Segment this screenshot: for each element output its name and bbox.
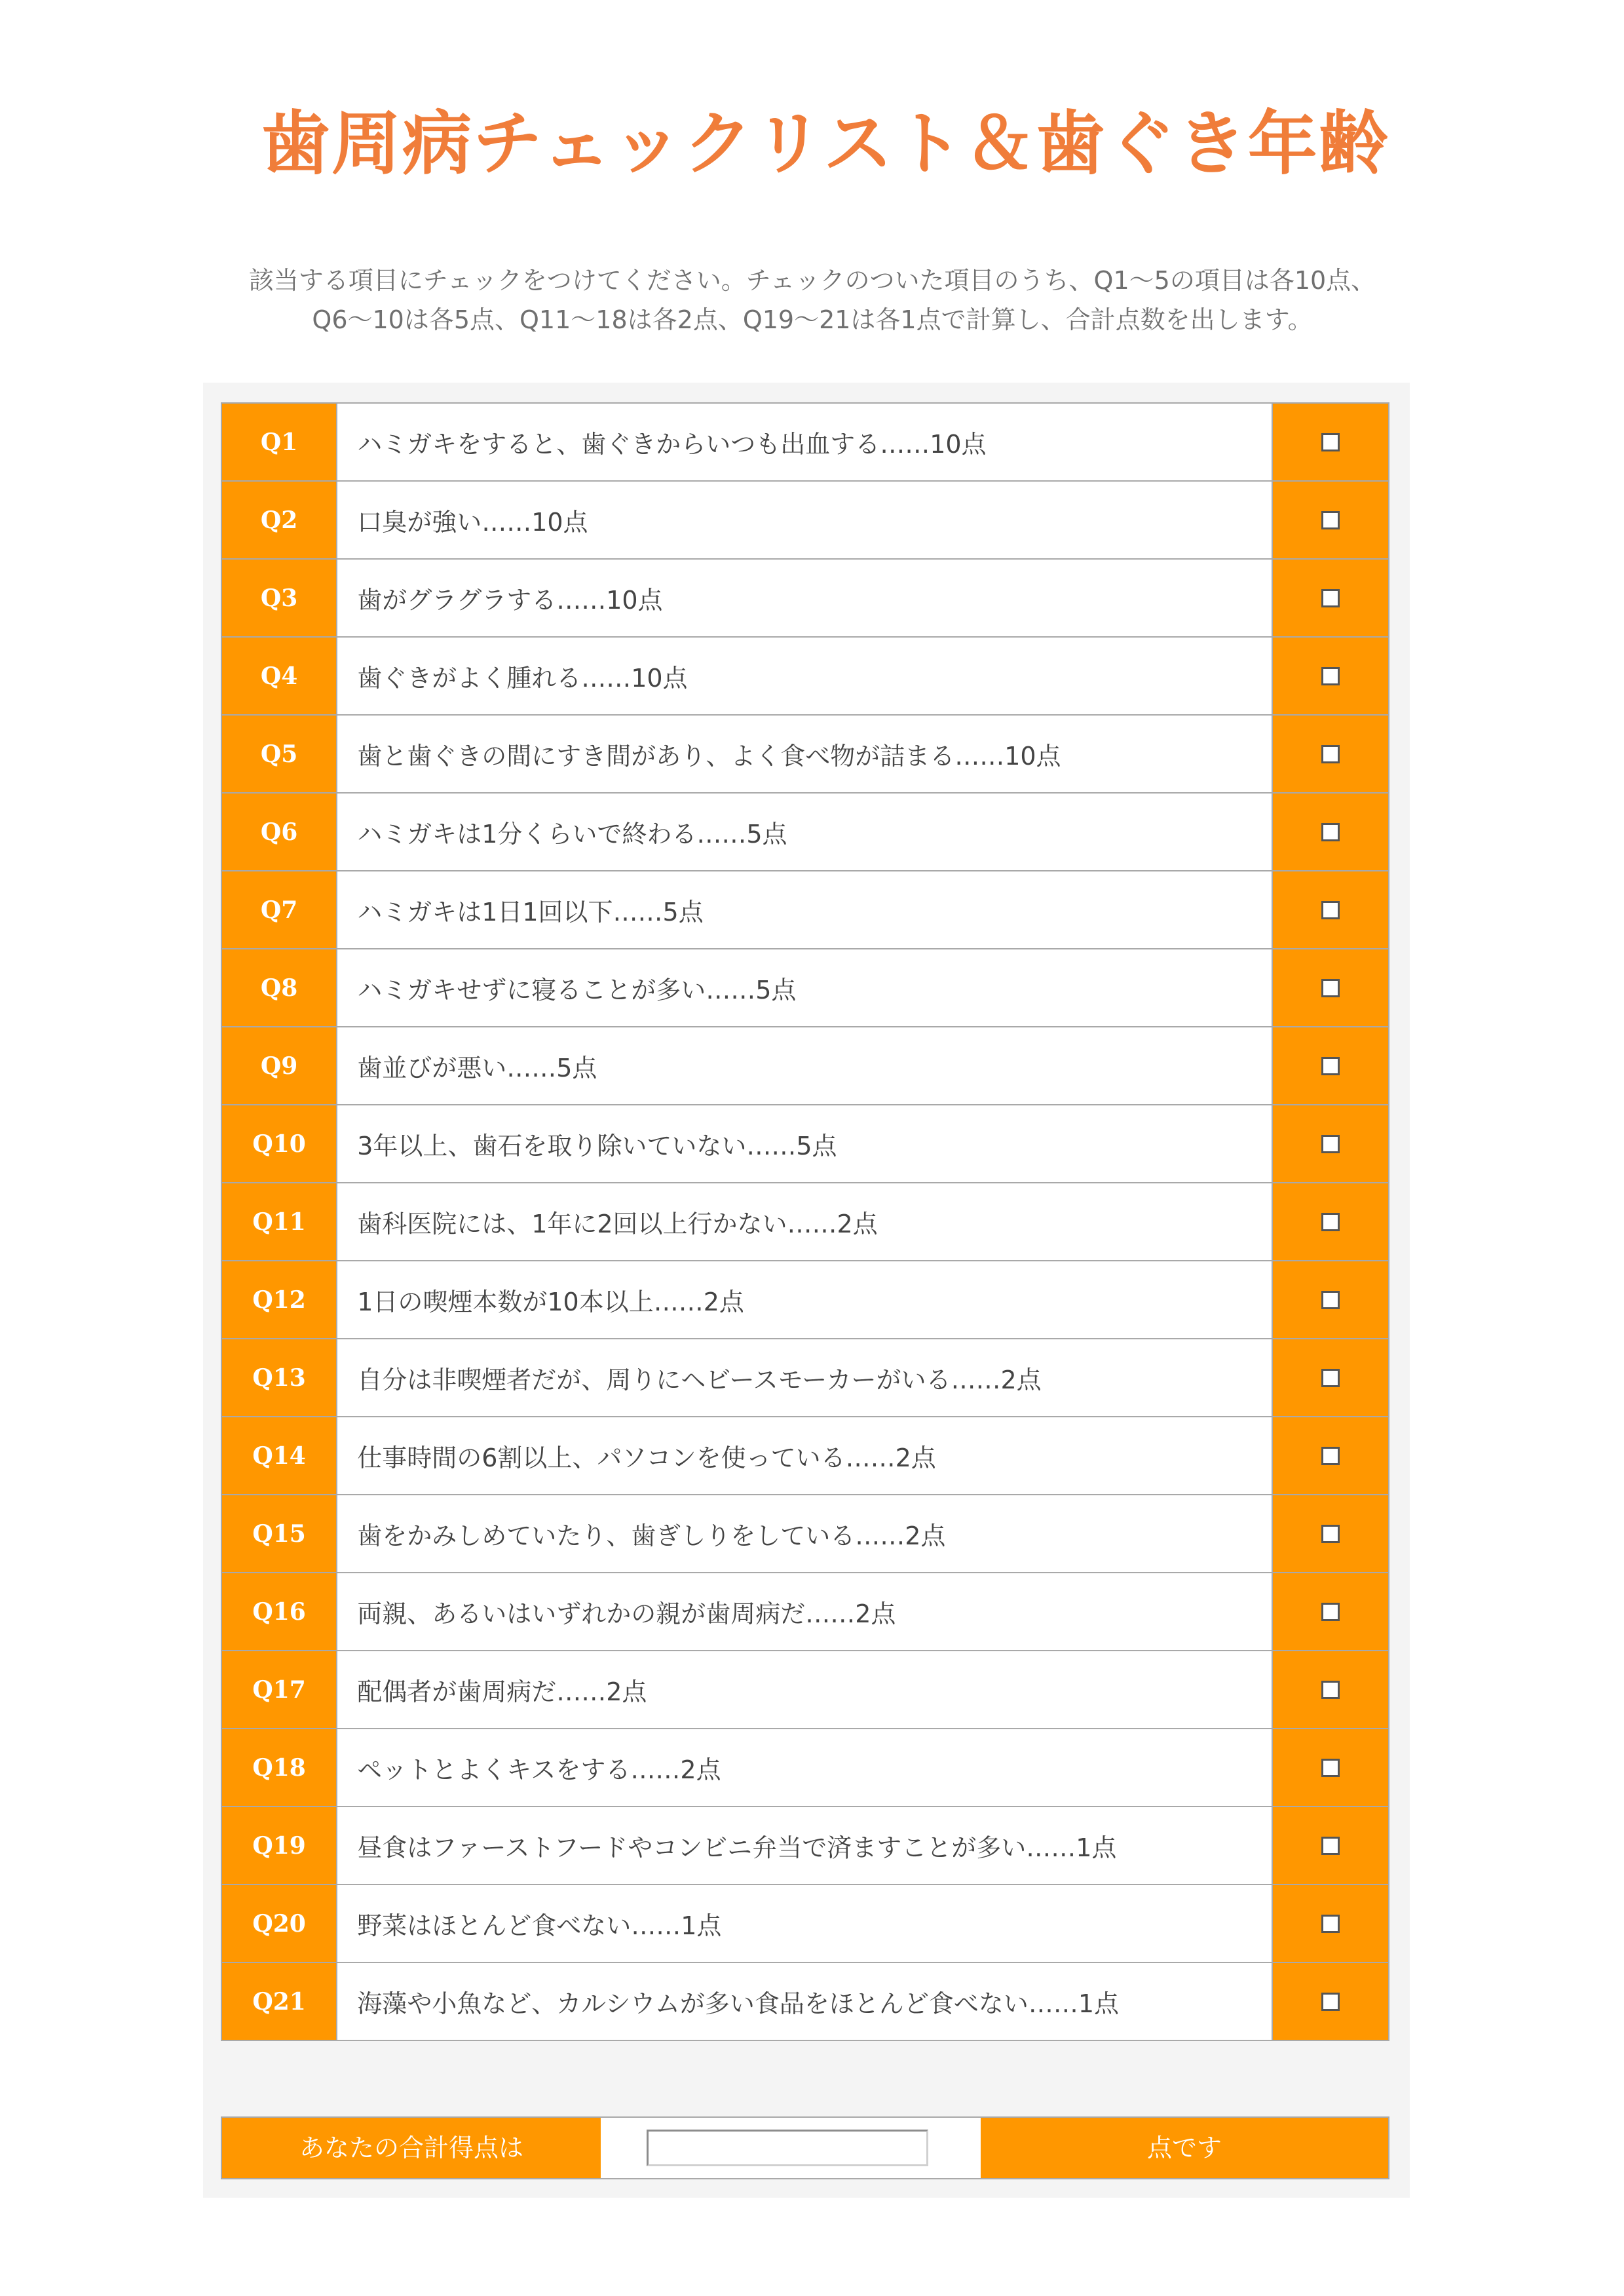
question-text: 歯科医院には、1年に2回以上行かない……2点 xyxy=(337,1183,1272,1261)
question-checkbox-cell xyxy=(1272,481,1389,559)
question-text: 自分は非喫煙者だが、周りにヘビースモーカーがいる……2点 xyxy=(337,1339,1272,1417)
question-checkbox[interactable] xyxy=(1321,901,1340,919)
question-text: ハミガキは1日1回以下……5点 xyxy=(337,871,1272,949)
question-checkbox[interactable] xyxy=(1321,1759,1340,1777)
question-row xyxy=(221,481,1389,559)
question-row xyxy=(221,793,1389,871)
question-checkbox-cell xyxy=(1272,949,1389,1027)
question-checkbox[interactable] xyxy=(1321,1603,1340,1621)
question-text: 口臭が強い……10点 xyxy=(337,481,1272,559)
question-checkbox[interactable] xyxy=(1321,823,1340,841)
question-number: Q5 xyxy=(221,715,337,793)
question-checkbox-cell xyxy=(1272,1729,1389,1807)
question-checkbox[interactable] xyxy=(1321,1993,1340,2011)
question-checkbox-cell xyxy=(1272,1807,1389,1885)
question-checkbox[interactable] xyxy=(1321,1525,1340,1543)
question-text: ハミガキは1分くらいで終わる……5点 xyxy=(337,793,1272,871)
question-checkbox[interactable] xyxy=(1321,1135,1340,1153)
checklist-table xyxy=(221,402,1389,2041)
question-checkbox-cell xyxy=(1272,1339,1389,1417)
question-text: ペットとよくキスをする……2点 xyxy=(337,1729,1272,1807)
question-text: 仕事時間の6割以上、パソコンを使っている……2点 xyxy=(337,1417,1272,1495)
question-row xyxy=(221,715,1389,793)
total-score-suffix: 点です xyxy=(981,2118,1388,2178)
question-checkbox[interactable] xyxy=(1321,1369,1340,1387)
question-text: 野菜はほとんど食べない……1点 xyxy=(337,1885,1272,1962)
question-text: ハミガキをすると、歯ぐきからいつも出血する……10点 xyxy=(337,403,1272,481)
question-number: Q21 xyxy=(221,1962,337,2040)
question-text: 3年以上、歯石を取り除いていない……5点 xyxy=(337,1105,1272,1183)
question-checkbox[interactable] xyxy=(1321,589,1340,607)
instructions xyxy=(197,261,1428,339)
question-checkbox-cell xyxy=(1272,1885,1389,1962)
question-row xyxy=(221,1962,1389,2040)
question-checkbox-cell xyxy=(1272,871,1389,949)
question-number: Q15 xyxy=(221,1495,337,1573)
question-checkbox-cell xyxy=(1272,793,1389,871)
question-number: Q20 xyxy=(221,1885,337,1962)
question-number: Q7 xyxy=(221,871,337,949)
question-number: Q1 xyxy=(221,403,337,481)
question-number: Q9 xyxy=(221,1027,337,1105)
question-checkbox-cell xyxy=(1272,1495,1389,1573)
question-text: ハミガキせずに寝ることが多い……5点 xyxy=(337,949,1272,1027)
question-checkbox-cell xyxy=(1272,1105,1389,1183)
question-row xyxy=(221,403,1389,481)
question-row xyxy=(221,1105,1389,1183)
question-row xyxy=(221,559,1389,637)
question-number: Q6 xyxy=(221,793,337,871)
question-checkbox[interactable] xyxy=(1321,979,1340,997)
question-text: 海藻や小魚など、カルシウムが多い食品をほとんど食べない……1点 xyxy=(337,1962,1272,2040)
question-text: 歯と歯ぐきの間にすき間があり、よく食べ物が詰まる……10点 xyxy=(337,715,1272,793)
total-score-input[interactable] xyxy=(647,2130,928,2166)
question-row xyxy=(221,949,1389,1027)
question-checkbox-cell xyxy=(1272,1027,1389,1105)
question-checkbox[interactable] xyxy=(1321,1213,1340,1231)
question-number: Q18 xyxy=(221,1729,337,1807)
question-checkbox-cell xyxy=(1272,559,1389,637)
question-row xyxy=(221,871,1389,949)
question-row xyxy=(221,1183,1389,1261)
question-checkbox-cell xyxy=(1272,637,1389,715)
question-number: Q17 xyxy=(221,1651,337,1729)
question-number: Q11 xyxy=(221,1183,337,1261)
question-number: Q12 xyxy=(221,1261,337,1339)
question-checkbox[interactable] xyxy=(1321,1291,1340,1309)
question-checkbox[interactable] xyxy=(1321,1915,1340,1933)
question-text: 昼食はファーストフードやコンビニ弁当で済ますことが多い……1点 xyxy=(337,1807,1272,1885)
question-checkbox[interactable] xyxy=(1321,511,1340,529)
question-number: Q4 xyxy=(221,637,337,715)
question-row xyxy=(221,1261,1389,1339)
question-checkbox-cell xyxy=(1272,403,1389,481)
question-number: Q3 xyxy=(221,559,337,637)
question-row xyxy=(221,1027,1389,1105)
question-row xyxy=(221,1417,1389,1495)
question-number: Q16 xyxy=(221,1573,337,1651)
question-checkbox[interactable] xyxy=(1321,433,1340,451)
question-number: Q10 xyxy=(221,1105,337,1183)
question-text: 歯がグラグラする……10点 xyxy=(337,559,1272,637)
question-row xyxy=(221,1729,1389,1807)
question-checkbox[interactable] xyxy=(1321,1447,1340,1465)
question-checkbox[interactable] xyxy=(1321,1057,1340,1075)
question-text: 歯並びが悪い……5点 xyxy=(337,1027,1272,1105)
question-row xyxy=(221,1885,1389,1962)
question-row xyxy=(221,1573,1389,1651)
question-checkbox[interactable] xyxy=(1321,1681,1340,1699)
question-row xyxy=(221,1807,1389,1885)
question-row xyxy=(221,637,1389,715)
instructions-line-1: 該当する項目にチェックをつけてください。チェックのついた項目のうち、Q1〜5の項目は各10点、 xyxy=(248,266,1376,295)
question-number: Q13 xyxy=(221,1339,337,1417)
question-checkbox-cell xyxy=(1272,1573,1389,1651)
question-checkbox[interactable] xyxy=(1321,1837,1340,1855)
question-checkbox-cell xyxy=(1272,715,1389,793)
total-score-label: あなたの合計得点は xyxy=(222,2118,601,2178)
question-text: 両親、あるいはいずれかの親が歯周病だ……2点 xyxy=(337,1573,1272,1651)
question-number: Q19 xyxy=(221,1807,337,1885)
question-number: Q14 xyxy=(221,1417,337,1495)
question-checkbox-cell xyxy=(1272,1183,1389,1261)
question-checkbox-cell xyxy=(1272,1261,1389,1339)
question-checkbox-cell xyxy=(1272,1962,1389,2040)
question-row xyxy=(221,1339,1389,1417)
question-number: Q2 xyxy=(221,481,337,559)
total-score-field-container xyxy=(601,2118,981,2178)
question-checkbox-cell xyxy=(1272,1417,1389,1495)
question-text: 歯をかみしめていたり、歯ぎしりをしている……2点 xyxy=(337,1495,1272,1573)
question-text: 歯ぐきがよく腫れる……10点 xyxy=(337,637,1272,715)
instructions-line-2: Q6〜10は各5点、Q11〜18は各2点、Q19〜21は各1点で計算し、合計点数を出します。 xyxy=(312,305,1313,334)
question-checkbox-cell xyxy=(1272,1651,1389,1729)
total-score-row xyxy=(221,2116,1389,2179)
question-checkbox[interactable] xyxy=(1321,667,1340,685)
question-row xyxy=(221,1495,1389,1573)
page-title: 歯周病チェックリスト＆歯ぐき年齢 xyxy=(261,104,1389,184)
question-text: 配偶者が歯周病だ……2点 xyxy=(337,1651,1272,1729)
question-row xyxy=(221,1651,1389,1729)
checklist-body xyxy=(221,403,1389,2040)
question-text: 1日の喫煙本数が10本以上……2点 xyxy=(337,1261,1272,1339)
question-checkbox[interactable] xyxy=(1321,745,1340,763)
question-number: Q8 xyxy=(221,949,337,1027)
